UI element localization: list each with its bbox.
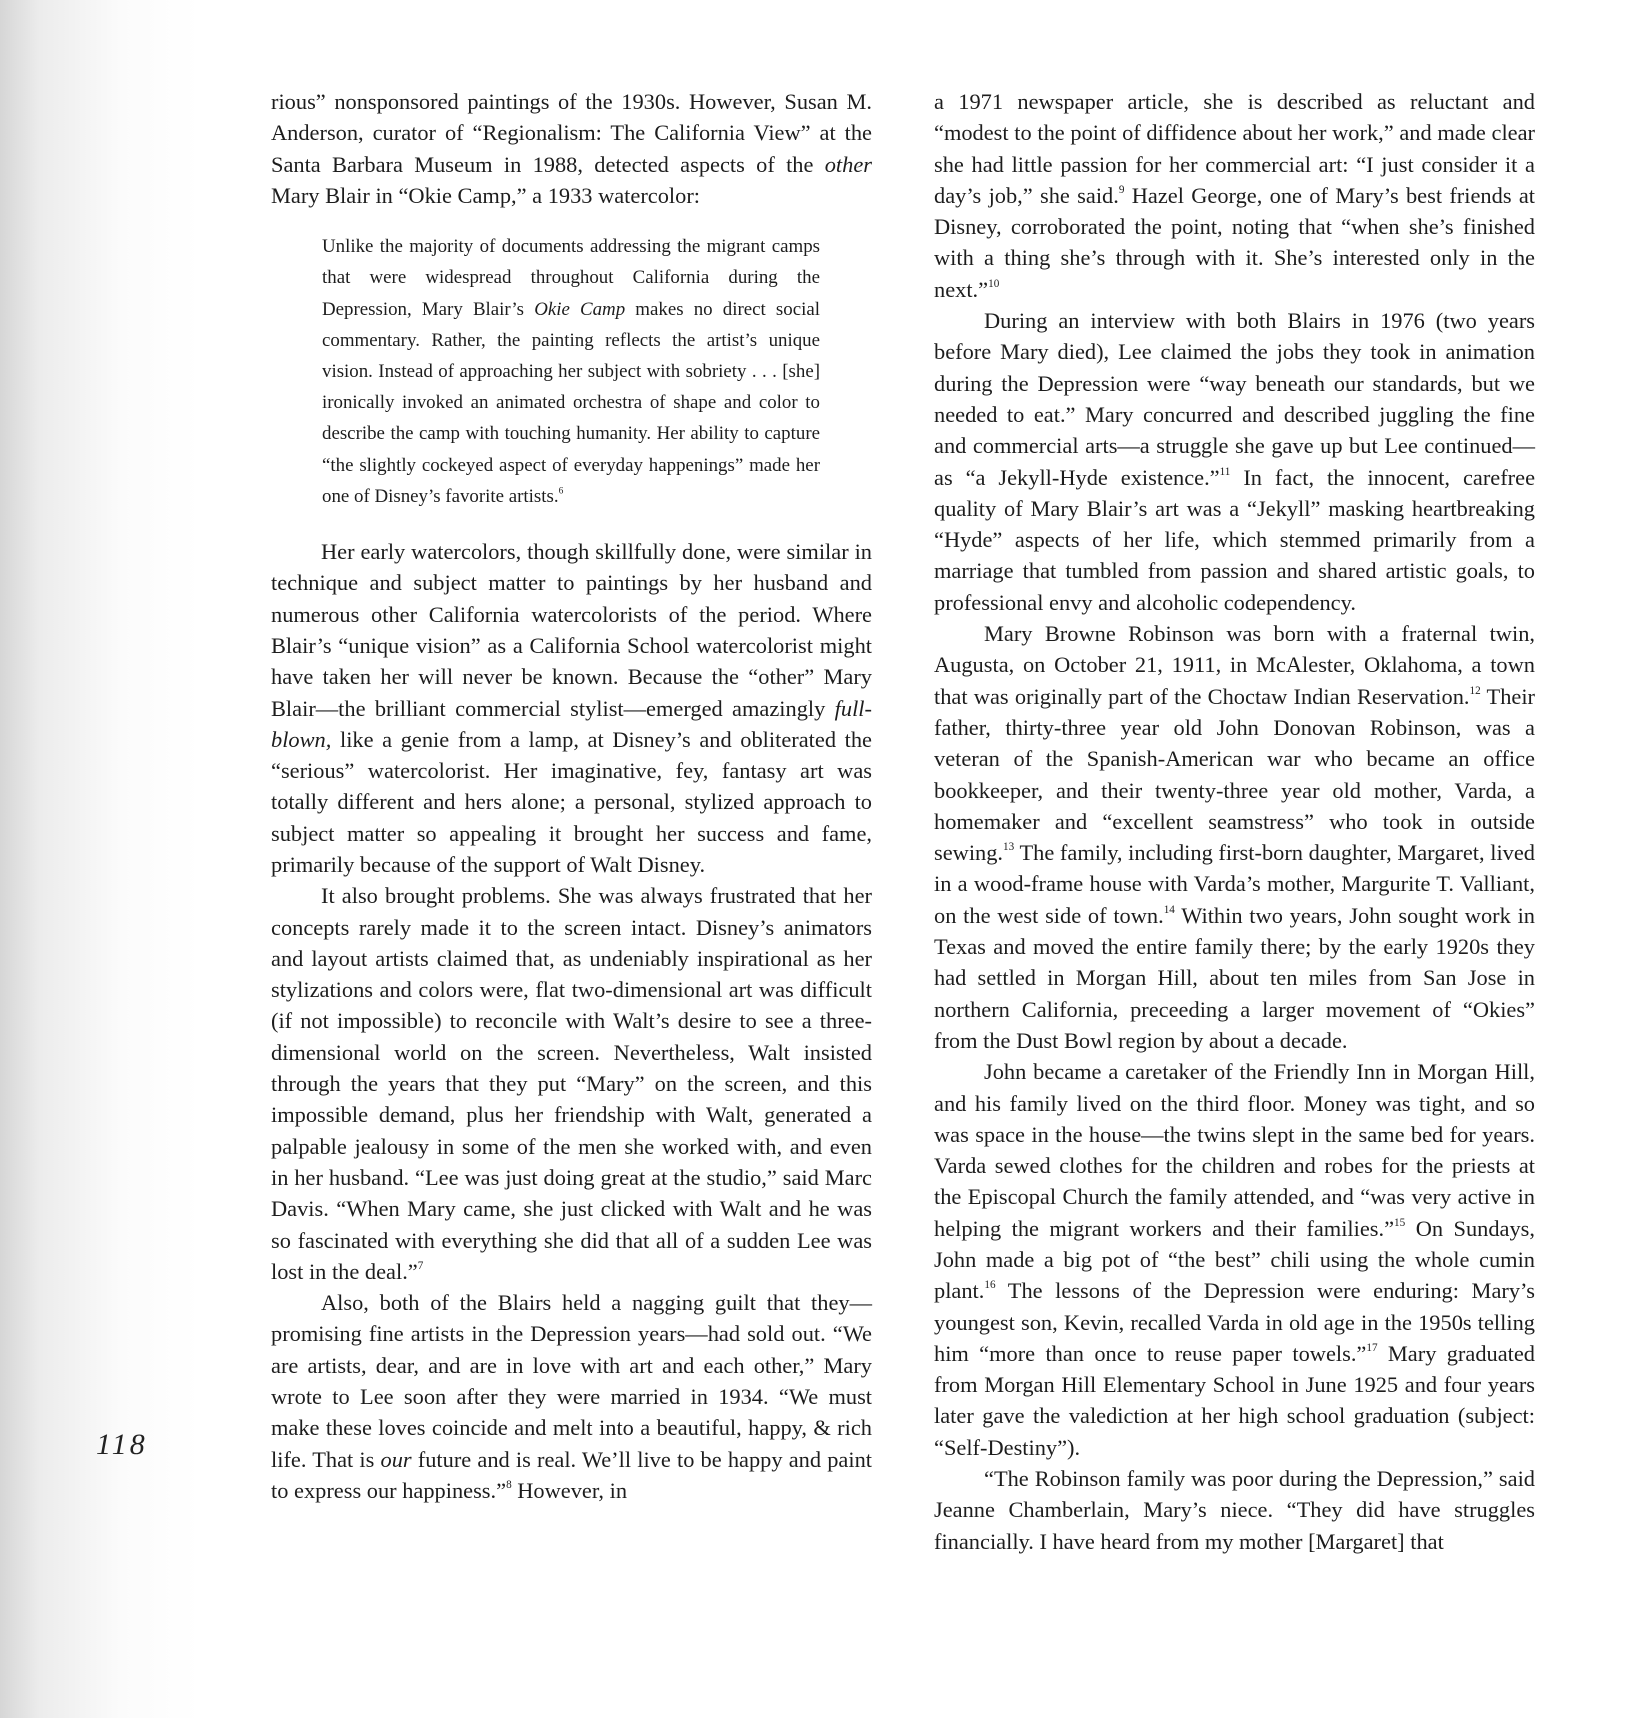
italic-text: Okie Camp	[534, 298, 626, 320]
paragraph	[934, 1056, 1535, 1463]
footnote-ref: 17	[1366, 1341, 1378, 1354]
footnote-ref: 7	[417, 1259, 424, 1272]
paragraph	[271, 536, 872, 880]
paragraph	[934, 618, 1535, 1056]
paragraph-text: The lessons of the Depression were enduring: Mary’s youngest son, Kevin, recalled Varda in old age in the 1950s telling him “more than once to reuse paper towels.”	[934, 1278, 1535, 1366]
paragraph-text: Within two years, John sought work in Texas and moved the entire family there; by the early 1920s they had settled in Morgan Hill, about ten miles from San Jose in northern California, preceeding a larger movement of “Okies” from the Dust Bowl region by about a decade.	[934, 902, 1535, 1053]
right-column	[934, 86, 1535, 1557]
italic-text: our	[380, 1446, 412, 1472]
footnote-ref: 10	[988, 277, 1000, 290]
footnote-ref: 15	[1394, 1216, 1406, 1229]
paragraph-text: However, in	[511, 1477, 628, 1503]
italic-text: other	[824, 151, 872, 177]
footnote-ref: 11	[1219, 465, 1231, 478]
paragraph	[271, 86, 872, 211]
paragraph-text: The family, including first-born daughter, Margaret, lived in a wood-frame house with Varda’s mother, Margurite T. Valliant, on the west side of town.	[934, 840, 1535, 928]
paragraph-text: Also, both of the Blairs held a nagging guilt that they—promising fine artists in the Depression years—had sold out. “We are artists, dear, and are in love with art and each other,” Mary wrote to Lee soon after they were married in 1934. “We must make these loves coincide and melt into a beautiful, happy, & rich life. That is	[271, 1290, 872, 1472]
paragraph-text: Hazel George, one of Mary’s best friends at Disney, corroborated the point, noting that “when she’s finished with a thing she’s through with it. She’s interested only in the next.”	[934, 182, 1535, 302]
footnote-ref: 9	[1118, 183, 1125, 196]
paragraph	[934, 86, 1535, 305]
footnote-ref: 14	[1163, 903, 1175, 916]
paragraph-text: Her early watercolors, though skillfully done, were similar in technique and subject matter to paintings by her husband and numerous other California watercolorists of the period. Where Blair’s “unique vision” as a California School watercolorist might have taken her will never be known. Because the “other” Mary Blair—the brilliant commercial stylist—emerged amazingly	[271, 539, 872, 721]
footnote-ref: 13	[1003, 841, 1015, 854]
paragraph-text: a 1971 newspaper article, she is described as reluctant and “modest to the point of diffidence about her work,” and made clear she had little passion for her commercial art: “I just consider it a day’s job,” she said.	[934, 89, 1535, 208]
paragraph-text: “The Robinson family was poor during the Depression,” said Jeanne Chamberlain, Mary’s niece. “They did have struggles financially. I have heard from my mother [Margaret] that	[934, 1466, 1535, 1554]
paragraph-text: future and is real. We’ll live to be happy and paint to express our happiness.”	[271, 1446, 872, 1503]
page-number: 118	[96, 1428, 148, 1461]
block-quote	[322, 231, 820, 512]
paragraph	[271, 880, 872, 1287]
footnote-ref: 16	[984, 1279, 996, 1292]
paragraph-text: Mary Blair in “Okie Camp,” a 1933 watercolor:	[271, 182, 701, 208]
paragraph-text: Mary Browne Robinson was born with a fraternal twin, Augusta, on October 21, 1911, in McAlester, Oklahoma, a town that was originally part of the Choctaw Indian Reservation.	[934, 621, 1535, 709]
paragraph-text: On Sundays, John made a big pot of “the best” chili using the whole cumin plant.	[934, 1215, 1535, 1304]
paragraph-text: In fact, the innocent, carefree quality of Mary Blair’s art was a “Jekyll” masking heartbreaking “Hyde” aspects of her life, which stemmed primarily from a marriage that tumbled from passion and shared artistic goals, to professional envy and alcoholic codependency.	[934, 464, 1536, 615]
paragraph-text: Mary graduated from Morgan Hill Elementary School in June 1925 and four years later gave the valediction at her high school graduation (subject: “Self-Destiny”).	[934, 1340, 1535, 1460]
paragraph-text: rious” nonsponsored paintings of the 1930s. However, Susan M. Anderson, curator of “Regionalism: The California View” at the Santa Barbara Museum in 1988, detected aspects of the	[271, 89, 872, 177]
paragraph-text: It also brought problems. She was always frustrated that her concepts rarely made it to the screen intact. Disney’s animators and layout artists claimed that, as undeniably inspirational as her stylizations and colors were, flat two-dimensional art was difficult (if not impossible) to reconcile with Walt’s desire to see a three-dimensional world on the screen. Nevertheless, Walt insisted through the years that they put “Mary” on the screen, and this impossible demand, plus her friendship with Walt, generated a palpable jealousy in some of the men she worked with, and even in her husband. “Lee was just doing great at the studio,” said Marc Davis. “When Mary came, she just clicked with Walt and he was so fascinated with everything she did that all of a sudden Lee was lost in the deal.”	[271, 883, 872, 1284]
paragraph	[934, 305, 1535, 618]
paragraph-text: John became a caretaker of the Friendly Inn in Morgan Hill, and his family lived on the third floor. Money was tight, and so was space in the house—the twins slept in the same bed for years. Varda sewed clothes for the children and robes for the priests at the Episcopal Church the family attended, and “was very active in helping the migrant workers and their families.”	[934, 1059, 1535, 1241]
quote-segment: makes no direct social commentary. Rather, the painting reflects the artist’s unique vision. Instead of approaching her subject with sobriety . . . [she] ironically invoked an animated orchestra of shape and color to describe the camp with touching humanity. Her ability to capture “the slightly cockeyed aspect of everyday happenings” made her one of Disney’s favorite artists.	[322, 298, 820, 507]
footnote-ref: 12	[1469, 684, 1481, 697]
quote-segment: Unlike the majority of documents addressing the migrant camps that were widespread throughout California during the Depression, Mary Blair’s	[322, 236, 820, 320]
footnote-ref: 6	[558, 486, 564, 497]
paragraph-text: Their father, thirty-three year old John Donovan Robinson, was a veteran of the Spanish-American war who became an office bookkeeper, and their twenty-three year old mother, Varda, a homemaker and “excellent seamstress” who took in outside sewing.	[934, 683, 1536, 866]
paragraph	[934, 1463, 1535, 1557]
footnote-ref: 8	[506, 1478, 512, 1491]
quote-text	[322, 231, 820, 512]
italic-text: full-blown,	[271, 695, 872, 752]
paragraph	[271, 1287, 872, 1506]
paragraph-text: During an interview with both Blairs in 1976 (two years before Mary died), Lee claimed the jobs they took in animation during the Depression were “way beneath our standards, but we needed to eat.” Mary concurred and described juggling the fine and commercial arts—a struggle she gave up but Lee continued—as “a Jekyll-Hyde existence.”	[934, 308, 1535, 490]
paragraph-text: like a genie from a lamp, at Disney’s and obliterated the “serious” watercolorist. Her imaginative, fey, fantasy art was totally different and hers alone; a personal, stylized approach to subject matter so appealing it brought her success and fame, primarily because of the support of Walt Disney.	[271, 726, 872, 877]
left-column	[271, 86, 872, 1506]
